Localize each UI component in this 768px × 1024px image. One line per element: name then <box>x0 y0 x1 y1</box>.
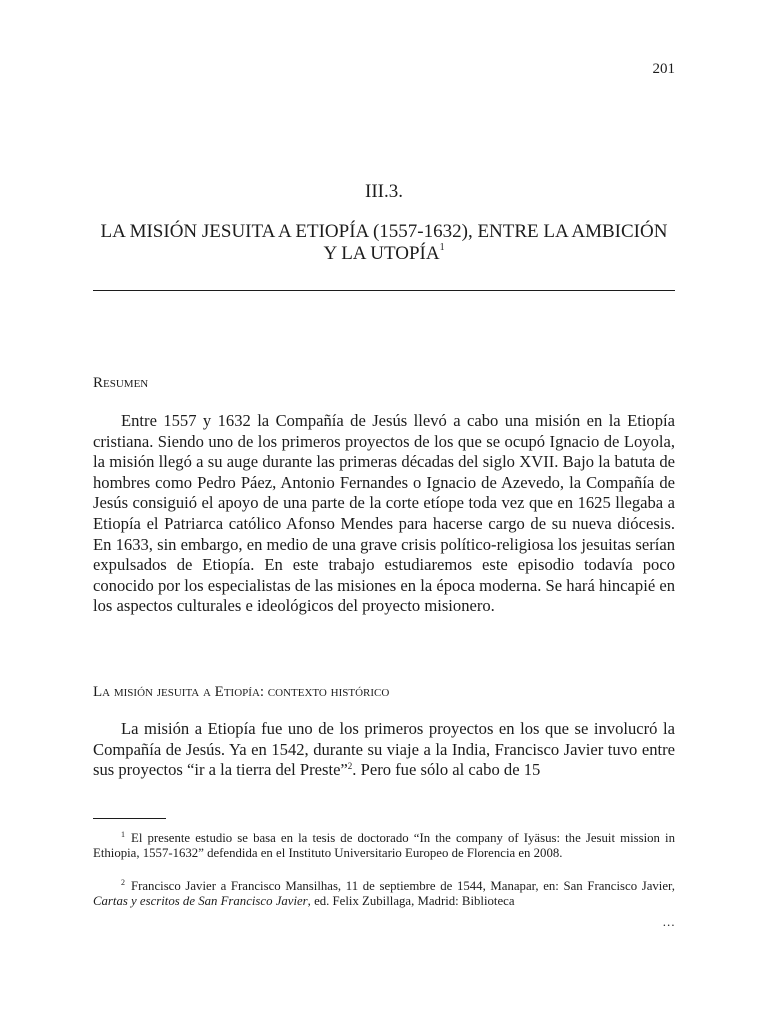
abstract-paragraph: Entre 1557 y 1632 la Compañía de Jesús llevó a cabo una misión en la Etiopía cristiana. Siendo uno de los primeros proyectos de los que se ocupó Ignacio de Loyola, la misión llegó a su auge durante las primeras décadas del siglo XVII. Bajo la batuta de hombres como Pedro Páez, Antonio Fernandes o Ignacio de Azevedo, la Compañía de Jesús consiguió el apoyo de una parte de la corte etíope toda vez que en 1625 llegaba a Etiopía el Patriarca católico Afonso Mendes para hacerse cargo de su nueva diócesis. En 1633, sin embargo, en medio de una grave crisis político-religiosa los jesuitas serían expulsados de Etiopía. En este trabajo estudiaremos este episodio todavía poco conocido por los especialistas de las misiones en la época moderna. Se hará hincapié en los aspectos culturales e ideológicos del proyecto misionero. <box>93 411 675 616</box>
chapter-title-text: LA MISIÓN JESUITA A ETIOPÍA (1557-1632), ENTRE LA AMBICIÓN Y LA UTOPÍA <box>100 221 668 264</box>
footnote-1 <box>93 831 675 862</box>
section-text-before-note: La misión a Etiopía fue uno de los primeros proyectos en los que se involucró la Compañía de Jesús. Ya en 1542, durante su viaje a la India, Francisco Javier tuvo entre sus proyectos “ir a la tierra del Preste” <box>93 719 675 780</box>
abstract-heading: Resumen <box>93 375 149 391</box>
section-note-ref: 2 <box>347 761 353 772</box>
footnote-2 <box>93 879 675 910</box>
footnote-rule <box>93 818 166 819</box>
footnote-2-text-before-title: Francisco Javier a Francisco Mansilhas, 11 de septiembre de 1544, Manapar, en: San Francisco Javier, <box>131 879 675 893</box>
chapter-title-note-ref: 1 <box>439 242 445 253</box>
footnote-1-text: El presente estudio se basa en la tesis de doctorado “In the company of Iyäsus: the Jesuit mission in Ethiopia, 1557-1632” defendida en el Instituto Universitario Europeo de Florencia en 2008. <box>93 831 675 861</box>
page-number: 201 <box>652 61 675 77</box>
footnote-2-marker: 2 <box>121 878 125 887</box>
footnote-2-book-title: Cartas y escritos de San Francisco Javier <box>93 894 308 909</box>
section-heading: La misión jesuita a Etiopía: contexto histórico <box>93 684 390 700</box>
section-text-after-note: . Pero fue sólo al cabo de 15 <box>352 760 541 780</box>
title-rule <box>93 290 675 291</box>
section-paragraph <box>93 719 675 781</box>
footnote-1-marker: 1 <box>121 830 125 839</box>
footnote-2-text-after-title: , ed. Felix Zubillaga, Madrid: Biblioteca <box>307 894 515 909</box>
continuation-mark: … <box>662 915 675 929</box>
chapter-title <box>93 221 675 265</box>
chapter-number: III.3. <box>365 181 403 202</box>
